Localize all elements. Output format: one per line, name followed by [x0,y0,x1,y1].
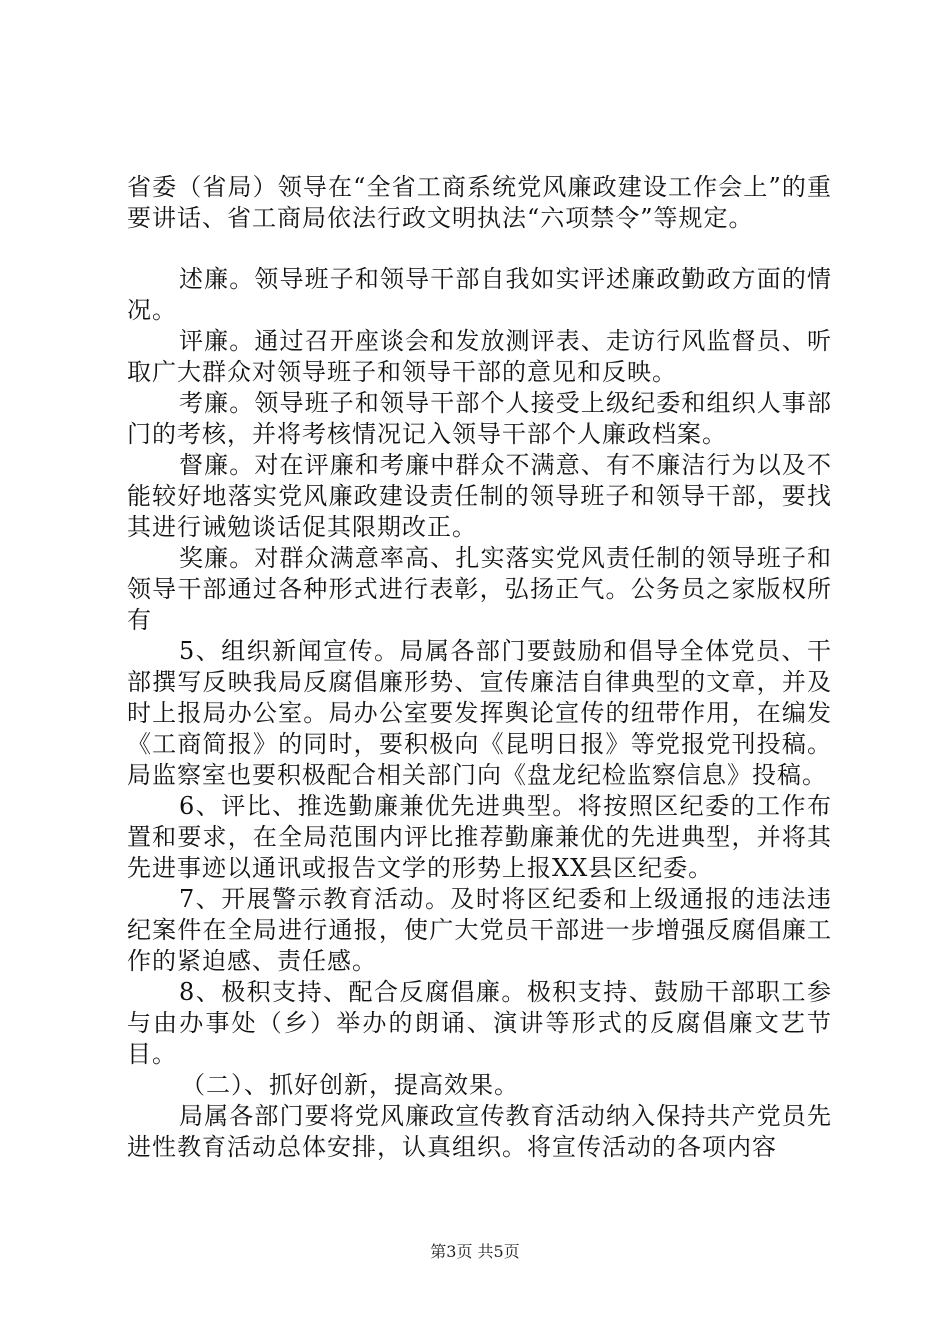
paragraph-continuation: 省委（省局）领导在“全省工商系统党风廉政建设工作会上”的重要讲话、省工商局依法行政文明执法“六项禁令”等规定。 [127,173,832,232]
paragraph-jianglian: 奖廉。对群众满意率高、扎实落实党风责任制的领导班子和领导干部通过各种形式进行表彰，弘扬正气。公务员之家版权所有 [127,544,832,634]
paragraph-shulian: 述廉。领导班子和领导干部自我如实评述廉政勤政方面的情况。 [127,265,832,324]
paragraph-item-7: 7、开展警示教育活动。及时将区纪委和上级通报的违法违纪案件在全局进行通报，使广大党员干部进一步增强反腐倡廉工作的紧迫感、责任感。 [127,885,832,975]
paragraph-kaolian: 考廉。领导班子和领导干部个人接受上级纪委和组织人事部门的考核，并将考核情况记入领导干部个人廉政档案。 [127,389,832,448]
paragraph-item-6: 6、评比、推选勤廉兼优先进典型。将按照区纪委的工作布置和要求，在全局范围内评比推荐勤廉兼优的先进典型，并将其先进事迹以通讯或报告文学的形势上报XX县区纪委。 [127,792,832,882]
document-body [127,172,832,1163]
paragraph-dulian: 督廉。对在评廉和考廉中群众不满意、有不廉洁行为以及不能较好地落实党风廉政建设责任制的领导班子和领导干部，要找其进行诫勉谈话促其限期改正。 [127,451,832,541]
paragraph-spacer [127,234,832,264]
paragraph-item-8: 8、极积支持、配合反腐倡廉。极积支持、鼓励干部职工参与由办事处（乡）举办的朗诵、演讲等形式的反腐倡廉文艺节目。 [127,978,832,1068]
paragraph-section-2-body: 局属各部门要将党风廉政宣传教育活动纳入保持共产党员先进性教育活动总体安排，认真组织。将宣传活动的各项内容 [127,1102,832,1161]
section-heading-2: （二）、抓好创新，提高效果。 [181,1071,519,1099]
page-number-footer: 第3页 共5页 [430,1242,520,1261]
paragraph-item-5: 5、组织新闻宣传。局属各部门要鼓励和倡导全体党员、干部撰写反映我局反腐倡廉形势、宣传廉洁自律典型的文章，并及时上报局办公室。局办公室要发挥舆论宣传的纽带作用，在编发《工商简报》的同时，要积极向《昆明日报》等党报党刊投稿。局监察室也要积极配合相关部门向《盘龙纪检监察信息》投稿。 [127,637,832,789]
paragraph-pinglian: 评廉。通过召开座谈会和发放测评表、走访行风监督员、听取广大群众对领导班子和领导干部的意见和反映。 [127,327,832,386]
